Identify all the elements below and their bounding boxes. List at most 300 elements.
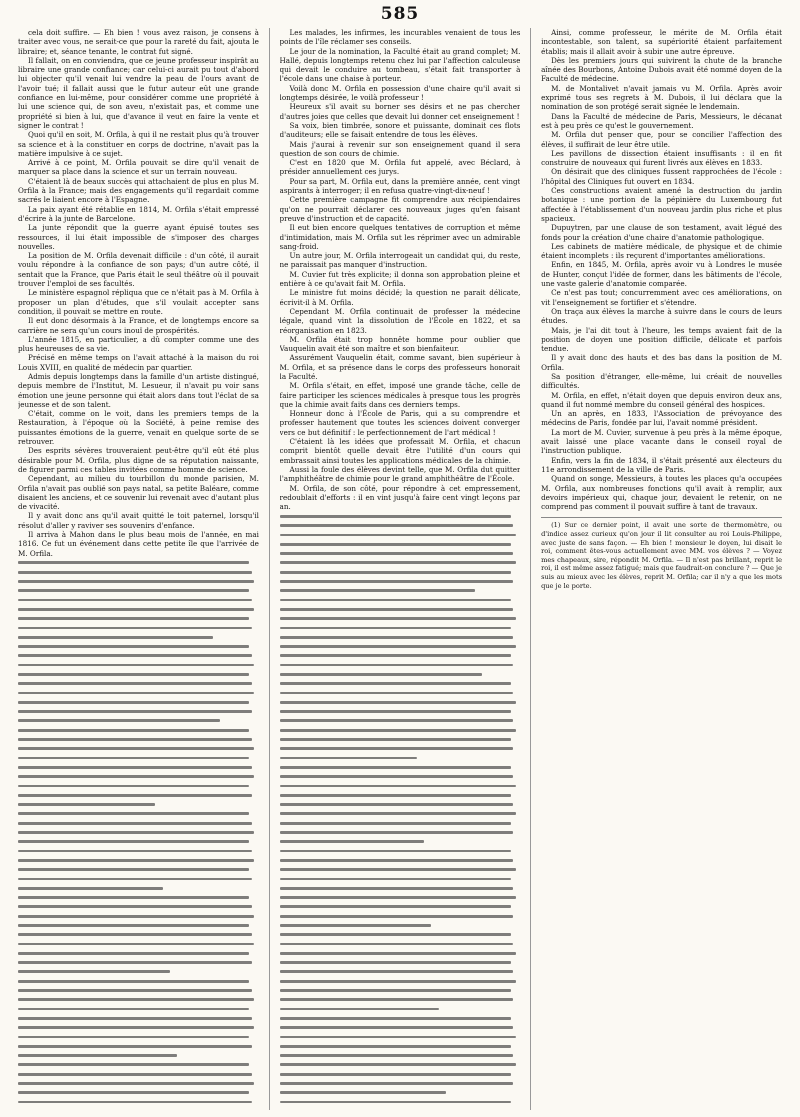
paragraph: Précisé en même temps on l'avait attaché à la maison du roi Louis XVIII, en qualité de médecin par quartier. [18,353,259,372]
text-line [280,1013,521,1022]
text-line [18,1069,259,1078]
column-rule [530,28,531,1110]
text-line-bar [280,1045,511,1048]
column-3 [541,28,782,1110]
text-line-bar [18,961,252,964]
paragraph: Il eut bien encore quelques tentatives de corruption et même d'intimidation, mais M. Orfila sut les réprimer avec un admirable sang-froid. [279,223,521,251]
text-line [18,967,259,976]
column-rule [269,28,270,1110]
paragraph: On désirait que des cliniques fussent rapprochées de l'école : l'hôpital des Cliniques fut ouvert en 1834. [541,167,782,186]
text-line [280,735,521,744]
text-line-bar [18,1082,254,1085]
text-line-bar [280,952,516,955]
text-line-bar [280,924,432,927]
text-line [18,939,259,948]
paragraph: Sa position d'étranger, elle-même, lui créait de nouvelles difficultés. [541,371,782,391]
text-line-bar [18,924,249,927]
text-line-bar [280,524,514,527]
text-line [18,948,259,957]
text-line [280,716,521,725]
text-line-bar [280,580,514,583]
column-opening: cela doit suffire. — Eh bien ! vous avez raison, je consens à traiter avec vous, ne serait-ce que pour la rareté du fait, ajouta le libraire; et, séance tenante, le contrat fut signé. [18,28,259,56]
text-line-bar [280,673,482,676]
text-line [280,521,521,530]
text-line-bar [280,1073,511,1076]
text-line-bar [18,636,213,639]
article-columns [18,28,782,1110]
text-line [280,846,521,855]
paragraph: Enfin, vers la fin de 1834, il s'était présenté aux électeurs du 11e arrondissement de la ville de Paris. [541,455,782,474]
text-line [18,586,259,595]
text-line-bar [280,692,514,695]
paragraph: Enfin, en 1845, M. Orfila, après avoir vu à Londres le musée de Hunter, conçut l'idée de former, dans les bâtiments de l'école, une vaste galerie d'anatomie comparée. [541,260,782,289]
text-line [280,530,521,539]
text-continuation [280,511,521,1106]
paragraph: Ces constructions avaient amené la destruction du jardin botanique : une portion de la pépinière du Luxembourg fut affectée à l'établissement d'un nouveau jardin plus riche et plus spacieux. [541,186,782,223]
text-line-bar [280,561,516,564]
text-line [18,995,259,1004]
paragraph: C'étaient là de beaux succès qui attachaient de plus en plus M. Orfila à la France; mais des engagements qu'il regardait comme sacrés le liaient encore à l'Espagne. [18,176,259,205]
paragraph: Cependant, au milieu du tourbillon du monde parisien, M. Orfila n'avait pas oublié son pays natal, sa petite Baléare, comme disaient les anciens, et ce souvenir lui revenait avec d'autant plus de vivacité. [18,474,259,512]
text-line [280,762,521,771]
text-line-bar [280,738,511,741]
text-line [280,1023,521,1032]
text-line [18,651,259,660]
paragraph: Dès les premiers jours qui suivirent la chute de la branche aînée des Bourbons, Antoine Dubois avait été nommé doyen de la Faculté de médecine. [541,55,782,84]
text-line-bar [18,952,249,955]
text-line [280,651,521,660]
text-line [18,986,259,995]
text-line-bar [280,822,511,825]
text-line [18,976,259,985]
text-line-bar [18,719,220,722]
text-line [280,725,521,734]
paragraph: Arrivé à ce point, M. Orfila pouvait se dire qu'il venait de marquer sa place dans la science et sur un terrain nouveau. [18,158,259,177]
paragraph: Cette première campagne fit comprendre aux récipiendaires qu'on ne pourrait déclarer ces nouveaux juges qu'en faisant preuve d'instruction et de capacité. [279,195,521,223]
text-line-bar [280,980,516,983]
text-line-bar [280,1017,511,1020]
text-line [280,753,521,762]
text-line-bar [280,747,514,750]
paragraph: Dupuytren, par une clause de son testament, avait légué des fonds pour la création d'une chaire d'anatomie pathologique. [541,223,782,242]
text-line [18,828,259,837]
page-number: 585 [380,4,420,24]
paragraph: Sa voix, bien timbrée, sonore et puissante, dominait ces flots d'auditeurs; elle se faisait entendre de tous les élèves. [279,120,521,140]
text-line-bar [280,701,516,704]
text-line [18,614,259,623]
text-line [18,1023,259,1032]
text-line-bar [18,757,249,760]
text-line-bar [280,654,511,657]
text-line-bar [18,747,254,750]
text-line [280,883,521,892]
text-line-bar [280,868,516,871]
text-line [280,549,521,558]
text-line [18,921,259,930]
text-line-bar [18,682,252,685]
text-line-bar [18,850,252,853]
text-line-bar [18,803,155,806]
text-line [280,958,521,967]
text-line-bar [18,627,252,630]
text-line [280,623,521,632]
text-line-bar [18,729,249,732]
paragraph: Ce n'est pas tout; concurremment avec ces améliorations, on vit l'enseignement se fortifier et s'étendre. [541,288,782,307]
text-line-bar [18,840,249,843]
text-line-bar [18,989,252,992]
text-line [280,1079,521,1088]
text-line-bar [280,766,511,769]
text-line [280,1032,521,1041]
text-line [280,632,521,641]
text-line-bar [280,933,511,936]
text-line-bar [280,608,514,611]
text-line [18,595,259,604]
paragraph: Il y avait donc des hauts et des bas dans la position de M. Orfila. [541,353,782,372]
paragraph: La paix ayant été rétablie en 1814, M. Orfila s'était empressé d'écrire à la junte de Barcelone. [18,204,259,223]
text-line [280,772,521,781]
text-line [280,930,521,939]
text-line-bar [280,1091,446,1094]
text-line-bar [280,989,511,992]
text-line [18,679,259,688]
paragraph: La junte répondit que la guerre ayant épuisé toutes ses ressources, il lui était impossible de s'imposer des charges nouvelles. [18,223,259,251]
paragraph: Des esprits sévères trouveraient peut-être qu'il eût été plus désirable pour M. Orfila, plus digne de sa réputation naissante, de figurer parmi ces tables invitées comme homme de science. [18,446,259,474]
paragraph: Mais j'aurai à revenir sur son enseignement quand il sera question de son cours de chimie. [279,139,521,158]
text-line-bar [18,980,249,983]
paragraph: Il eut donc désormais à la France, et de longtemps encore sa carrière ne sera qu'un cours inouï de prospérités. [18,316,259,335]
text-line [18,697,259,706]
paragraph: Il fallait, on en conviendra, que ce jeune professeur inspirât au libraire une grande confiance; car celui-ci aurait pu tout d'abord lui objecter qu'il venait lui vendre la peau de l'ours avant de l'avoir tué; il fallait aussi que le futur auteur eût une grande confiance en lui-même, pour considérer comme une propriété à lui une science qui, de son aveu, n'existait pas, et comme une propriété si bien à lui, que d'avance il veut en faire la vente et signer le contrat ! [18,55,259,130]
footnote: (1) Sur ce dernier point, il avait une sorte de thermomètre, ou d'indice assez curieux qu'on jour il lit consulter au roi Louis-Philippe, avec juste de sans façon. — Eh bien ! monsieur le doyen, lui disait le roi, comment êtes-vous actuellement avec MM. vos élèves ? — Voyez mes chapeaux, sire, répondit M. Orfila. — Il n'est pas brillant, reprit le roi, il est même assez fatigué; mais que faudrait-on conclure ? — Que je suis au mieux avec les élèves, reprit M. Orfila; car il n'y a que les mots que je le porte. [541,517,782,590]
text-line-bar [280,627,511,630]
text-line-bar [280,840,425,843]
text-line [280,679,521,688]
text-line-bar [280,998,514,1001]
text-line [18,874,259,883]
paragraph: M. Orfila s'était, en effet, imposé une grande tâche, celle de faire participer les sciences médicales à presque tous les progrès que la chimie avait faits dans ces derniers temps. [279,381,521,409]
text-line [18,669,259,678]
paragraph: Aussi la foule des élèves devint telle, que M. Orfila dut quitter l'amphithéâtre de chimie pour le grand amphithéâtre de l'École. [279,464,521,484]
paragraph: La position de M. Orfila devenait difficile : d'un côté, il aurait voulu répondre à la confiance de son pays; d'un autre côté, il sentait que la France, que Paris était le seul théâtre où il pouvait trouver l'emploi de ses facultés. [18,251,259,289]
text-line-bar [280,729,516,732]
text-line [280,902,521,911]
text-line [280,604,521,613]
text-line-bar [280,589,475,592]
text-line-bar [280,645,516,648]
paragraph: M. Orfila, en effet, n'était doyen que depuis environ deux ans, quand il fut nommé membre du conseil général des hospices. [541,390,782,409]
text-line [18,893,259,902]
text-line [18,688,259,697]
text-line [280,1088,521,1097]
text-line [280,800,521,809]
text-line-bar [280,785,516,788]
paragraph: C'était, comme on le voit, dans les premiers temps de la Restauration, à l'époque où la Société, à peine remise des puissantes émotions de la guerre, venait en quelque sorte de se retrouver. [18,409,259,447]
text-line-bar [18,1091,249,1094]
text-line [280,1004,521,1013]
text-line [18,846,259,855]
text-line [18,623,259,632]
text-line-bar [280,515,511,518]
text-line [280,707,521,716]
text-line [280,688,521,697]
text-line [18,577,259,586]
text-line [18,735,259,744]
text-line [280,921,521,930]
text-line-bar [18,654,252,657]
text-line [18,958,259,967]
paragraph: Il y avait donc ans qu'il avait quitté le toit paternel, lorsqu'il résolut d'aller y raviver ses souvenirs d'enfance. [18,511,259,530]
text-line [280,837,521,846]
text-line [280,948,521,957]
text-line [280,809,521,818]
text-line [280,967,521,976]
text-line-bar [280,617,516,620]
paragraph: C'est en 1820 que M. Orfila fut appelé, avec Béclard, à présider annuellement ces jurys. [279,158,521,177]
text-line-bar [280,915,514,918]
paragraph: Admis depuis longtemps dans la famille d'un artiste distingué, depuis membre de l'Institut, M. Lesueur, il n'avait pu voir sans émotion une jeune personne qui était alors dans tout l'éclat de sa jeunesse et de son talent. [18,371,259,409]
text-line-bar [280,905,511,908]
text-line [18,753,259,762]
text-line [280,781,521,790]
column-opening: Les malades, les infirmes, les incurables venaient de tous les points de l'île réclamer ses conseils. [279,28,521,47]
text-line [280,828,521,837]
text-line-bar [280,850,511,853]
text-line [280,595,521,604]
text-line [18,1004,259,1013]
text-line-bar [18,775,254,778]
text-line-bar [18,1101,252,1104]
text-line [280,614,521,623]
paragraph: Pour sa part, M. Orfila eut, dans la première année, cent vingt aspirants à interroger; il en refusa quatre-vingt-dix-neuf ! [279,176,521,196]
text-line-bar [280,552,514,555]
text-line-bar [18,998,254,1001]
paragraph: M. Orfila était trop honnête homme pour oublier que Vauquelin avait été son maître et son bienfaiteur. [279,334,521,354]
text-line-bar [18,812,249,815]
paragraph: Quoi qu'il en soit, M. Orfila, à qui il ne restait plus qu'à trouver sa science et à la constituer en corps de doctrine, n'avait pas la matière impulsive à ce sujet. [18,130,259,158]
text-line [280,790,521,799]
paragraph: La mort de M. Cuvier, survenue à peu près à la même époque, avait laissé une place vacante dans le conseil royal de l'instruction publique. [541,427,782,456]
text-line [18,604,259,613]
text-line [18,1088,259,1097]
paragraph: Assurément Vauquelin était, comme savant, bien supérieur à M. Orfila, et sa présence dans le corps des professeurs honorait la Faculté. [279,353,521,381]
text-line [18,883,259,892]
text-line [18,818,259,827]
text-line [18,911,259,920]
text-line [280,511,521,520]
text-line-bar [18,896,249,899]
paragraph: Quand on songe, Messieurs, à toutes les places qu'a occupées M. Orfila, aux nombreuses fonctions qu'il avait à remplir, aux devoirs impérieux qui, chaque jour, devaient le retenir, on ne comprend pas comment il pouvait suffire à tant de travaux. [541,474,782,512]
paragraph: Un an après, en 1833, l'Association de prévoyance des médecins de Paris, fondée par lui, l'avait nommé président. [541,409,782,428]
text-line-bar [280,1101,511,1104]
text-line [280,911,521,920]
text-line [18,1032,259,1041]
text-line [18,902,259,911]
text-line-bar [18,645,249,648]
text-line [18,1079,259,1088]
text-line [280,1051,521,1060]
text-line-bar [280,664,514,667]
text-line [18,1041,259,1050]
text-line-bar [18,943,254,946]
text-line-bar [280,878,511,881]
text-line [280,818,521,827]
text-line-bar [18,692,254,695]
text-line-bar [280,812,516,815]
text-line-bar [18,673,249,676]
text-line-bar [280,719,514,722]
text-line-bar [280,757,417,760]
text-line-bar [18,589,249,592]
text-line [280,995,521,1004]
text-line-bar [280,710,511,713]
column-2 [280,28,521,1110]
text-line [280,558,521,567]
text-line-bar [280,831,514,834]
paragraph: Honneur donc à l'École de Paris, qui a su comprendre et professer hautement que toutes les sciences doivent converger vers ce but définitif : le perfectionnement de l'art médical ! [279,409,521,437]
text-line-bar [18,608,254,611]
paragraph: Voilà donc M. Orfila en possession d'une chaire qu'il avait si longtemps désirée, le voilà professeur ! [279,83,521,103]
text-line [18,1097,259,1106]
text-line [18,809,259,818]
text-line-bar [18,1045,252,1048]
paragraph: M. Orfila, de son côté, pour répondre à cet empressement, redoublait d'efforts : il en vint jusqu'à faire cent vingt leçons par an. [279,483,521,512]
text-line-bar [18,933,252,936]
text-line-bar [18,887,163,890]
paragraph: Un autre jour, M. Orfila interrogeait un candidat qui, du reste, ne paraissait pas manquer d'instruction. [279,251,521,270]
text-line [18,837,259,846]
text-line-bar [18,868,249,871]
text-line-bar [18,1017,252,1020]
text-line-bar [280,887,514,890]
text-line-bar [280,775,514,778]
text-line [18,660,259,669]
text-line-bar [18,822,252,825]
text-line [280,986,521,995]
text-line-bar [280,970,514,973]
text-line [280,976,521,985]
paragraph: Le jour de la nomination, la Faculté était au grand complet; M. Hallé, depuis longtemps retenu chez lui par l'affection calculeuse qui devait le conduire au tombeau, s'était fait transporter à l'école dans une chaise à porteur. [279,46,521,84]
paragraph: Mais, je l'ai dit tout à l'heure, les temps avaient fait de la position de doyen une position difficile, délicate et parfois tendue. [541,325,782,354]
paragraph: Dans la Faculté de médecine de Paris, Messieurs, le décanat est à peu près ce qu'est le gouvernement. [541,111,782,130]
text-line-bar [18,664,254,667]
text-line-bar [18,701,249,704]
text-line-bar [280,1054,514,1057]
text-line [18,1013,259,1022]
text-line-bar [280,859,514,862]
text-line [18,725,259,734]
text-line-bar [280,896,516,899]
text-line-bar [18,1008,249,1011]
text-line [18,772,259,781]
text-line-bar [18,561,249,564]
paragraph: Cependant M. Orfila continuait de professer la médecine légale, quand vint la dissolution de l'École en 1822, et sa réorganisation en 1823. [279,306,521,335]
text-continuation [18,558,259,1107]
text-line [280,1069,521,1078]
text-line [280,865,521,874]
text-line [280,893,521,902]
text-line-bar [280,571,511,574]
text-line-bar [18,905,252,908]
text-line-bar [280,636,514,639]
text-line [280,697,521,706]
text-line [18,1060,259,1069]
text-line [280,586,521,595]
paragraph: Le ministère espagnol répliqua que ce n'était pas à M. Orfila à proposer un plan d'études, que s'il voulait accepter sans condition, il pouvait se mettre en route. [18,288,259,316]
text-line [18,707,259,716]
text-line [280,1060,521,1069]
paragraph: M. Orfila dut penser que, pour se concilier l'affection des élèves, il suffirait de leur être utile. [541,130,782,149]
text-line-bar [18,1063,249,1066]
text-line-bar [280,1082,514,1085]
text-line-bar [280,943,514,946]
paragraph: Les cabinets de matière médicale, de physique et de chimie étaient incomplets : ils reçurent d'importantes améliorations. [541,241,782,261]
paragraph: Il arriva à Mahon dans le plus beau mois de l'année, en mai 1816. Ce fut un événement dans cette petite île que l'arrivée de M. Orfila. [18,530,259,558]
text-line [18,558,259,567]
text-line [18,567,259,576]
paragraph: C'étaient là les idées que professait M. Orfila, et chacun comprit bientôt quelle devait être l'utilité d'un cours qui embrassait ainsi toutes les applications médicales de la chimie. [279,437,521,465]
paragraph: Heureux s'il avait su borner ses désirs et ne pas chercher d'autres joies que celles que devait lui donner cet enseignement ! [279,102,521,121]
text-line-bar [18,599,252,602]
text-line-bar [18,580,254,583]
text-line [18,716,259,725]
text-line-bar [18,831,254,834]
text-line-bar [18,766,252,769]
text-line-bar [18,785,249,788]
text-line-bar [18,1026,254,1029]
text-line [280,744,521,753]
text-line [280,577,521,586]
paragraph: On traça aux élèves la marche à suivre dans le cours de leurs études. [541,306,782,326]
paragraph: L'année 1815, en particulier, a dû compter comme une des plus heureuses de sa vie. [18,334,259,354]
paragraph: Les pavillons de dissection étaient insuffisants : il en fit construire de nouveaux qui furent livrés aux élèves en 1833. [541,148,782,168]
column-opening: Ainsi, comme professeur, le mérite de M. Orfila était incontestable, son talent, sa supériorité étaient parfaitement établis; mais il allait avoir à subir une autre épreuve. [541,28,782,56]
text-line-bar [18,859,254,862]
text-line [280,874,521,883]
text-line [18,1051,259,1060]
text-line [18,642,259,651]
text-line [280,939,521,948]
text-line-bar [280,794,511,797]
text-line-bar [18,1036,249,1039]
text-line [18,855,259,864]
text-line-bar [280,803,514,806]
text-line [18,781,259,790]
text-line-bar [18,970,170,973]
text-line-bar [18,1073,252,1076]
text-line-bar [18,794,252,797]
text-line-bar [18,1054,177,1057]
text-line-bar [18,915,254,918]
column-1 [18,28,259,1110]
text-line-bar [280,961,511,964]
paragraph: M. Cuvier fut très explicite; il donna son approbation pleine et entière à ce qu'avait fait M. Orfila. [279,269,521,289]
text-line [280,1097,521,1106]
text-line [18,744,259,753]
text-line [280,669,521,678]
paragraph: M. de Montalivet n'avait jamais vu M. Orfila. Après avoir exprimé tous ses regrets à M. Dubois, il lui déclara que la nomination de son protégé serait signée le lendemain. [541,83,782,112]
text-line-bar [280,1008,439,1011]
text-line [280,855,521,864]
text-line [280,1041,521,1050]
paragraph: Le ministre fut moins décidé; la question ne parait délicate, écrivit-il à M. Orfila. [279,288,521,307]
text-line-bar [280,1026,514,1029]
text-line-bar [18,738,252,741]
text-line [280,660,521,669]
text-line [18,762,259,771]
text-line-bar [280,1036,516,1039]
text-line [280,642,521,651]
